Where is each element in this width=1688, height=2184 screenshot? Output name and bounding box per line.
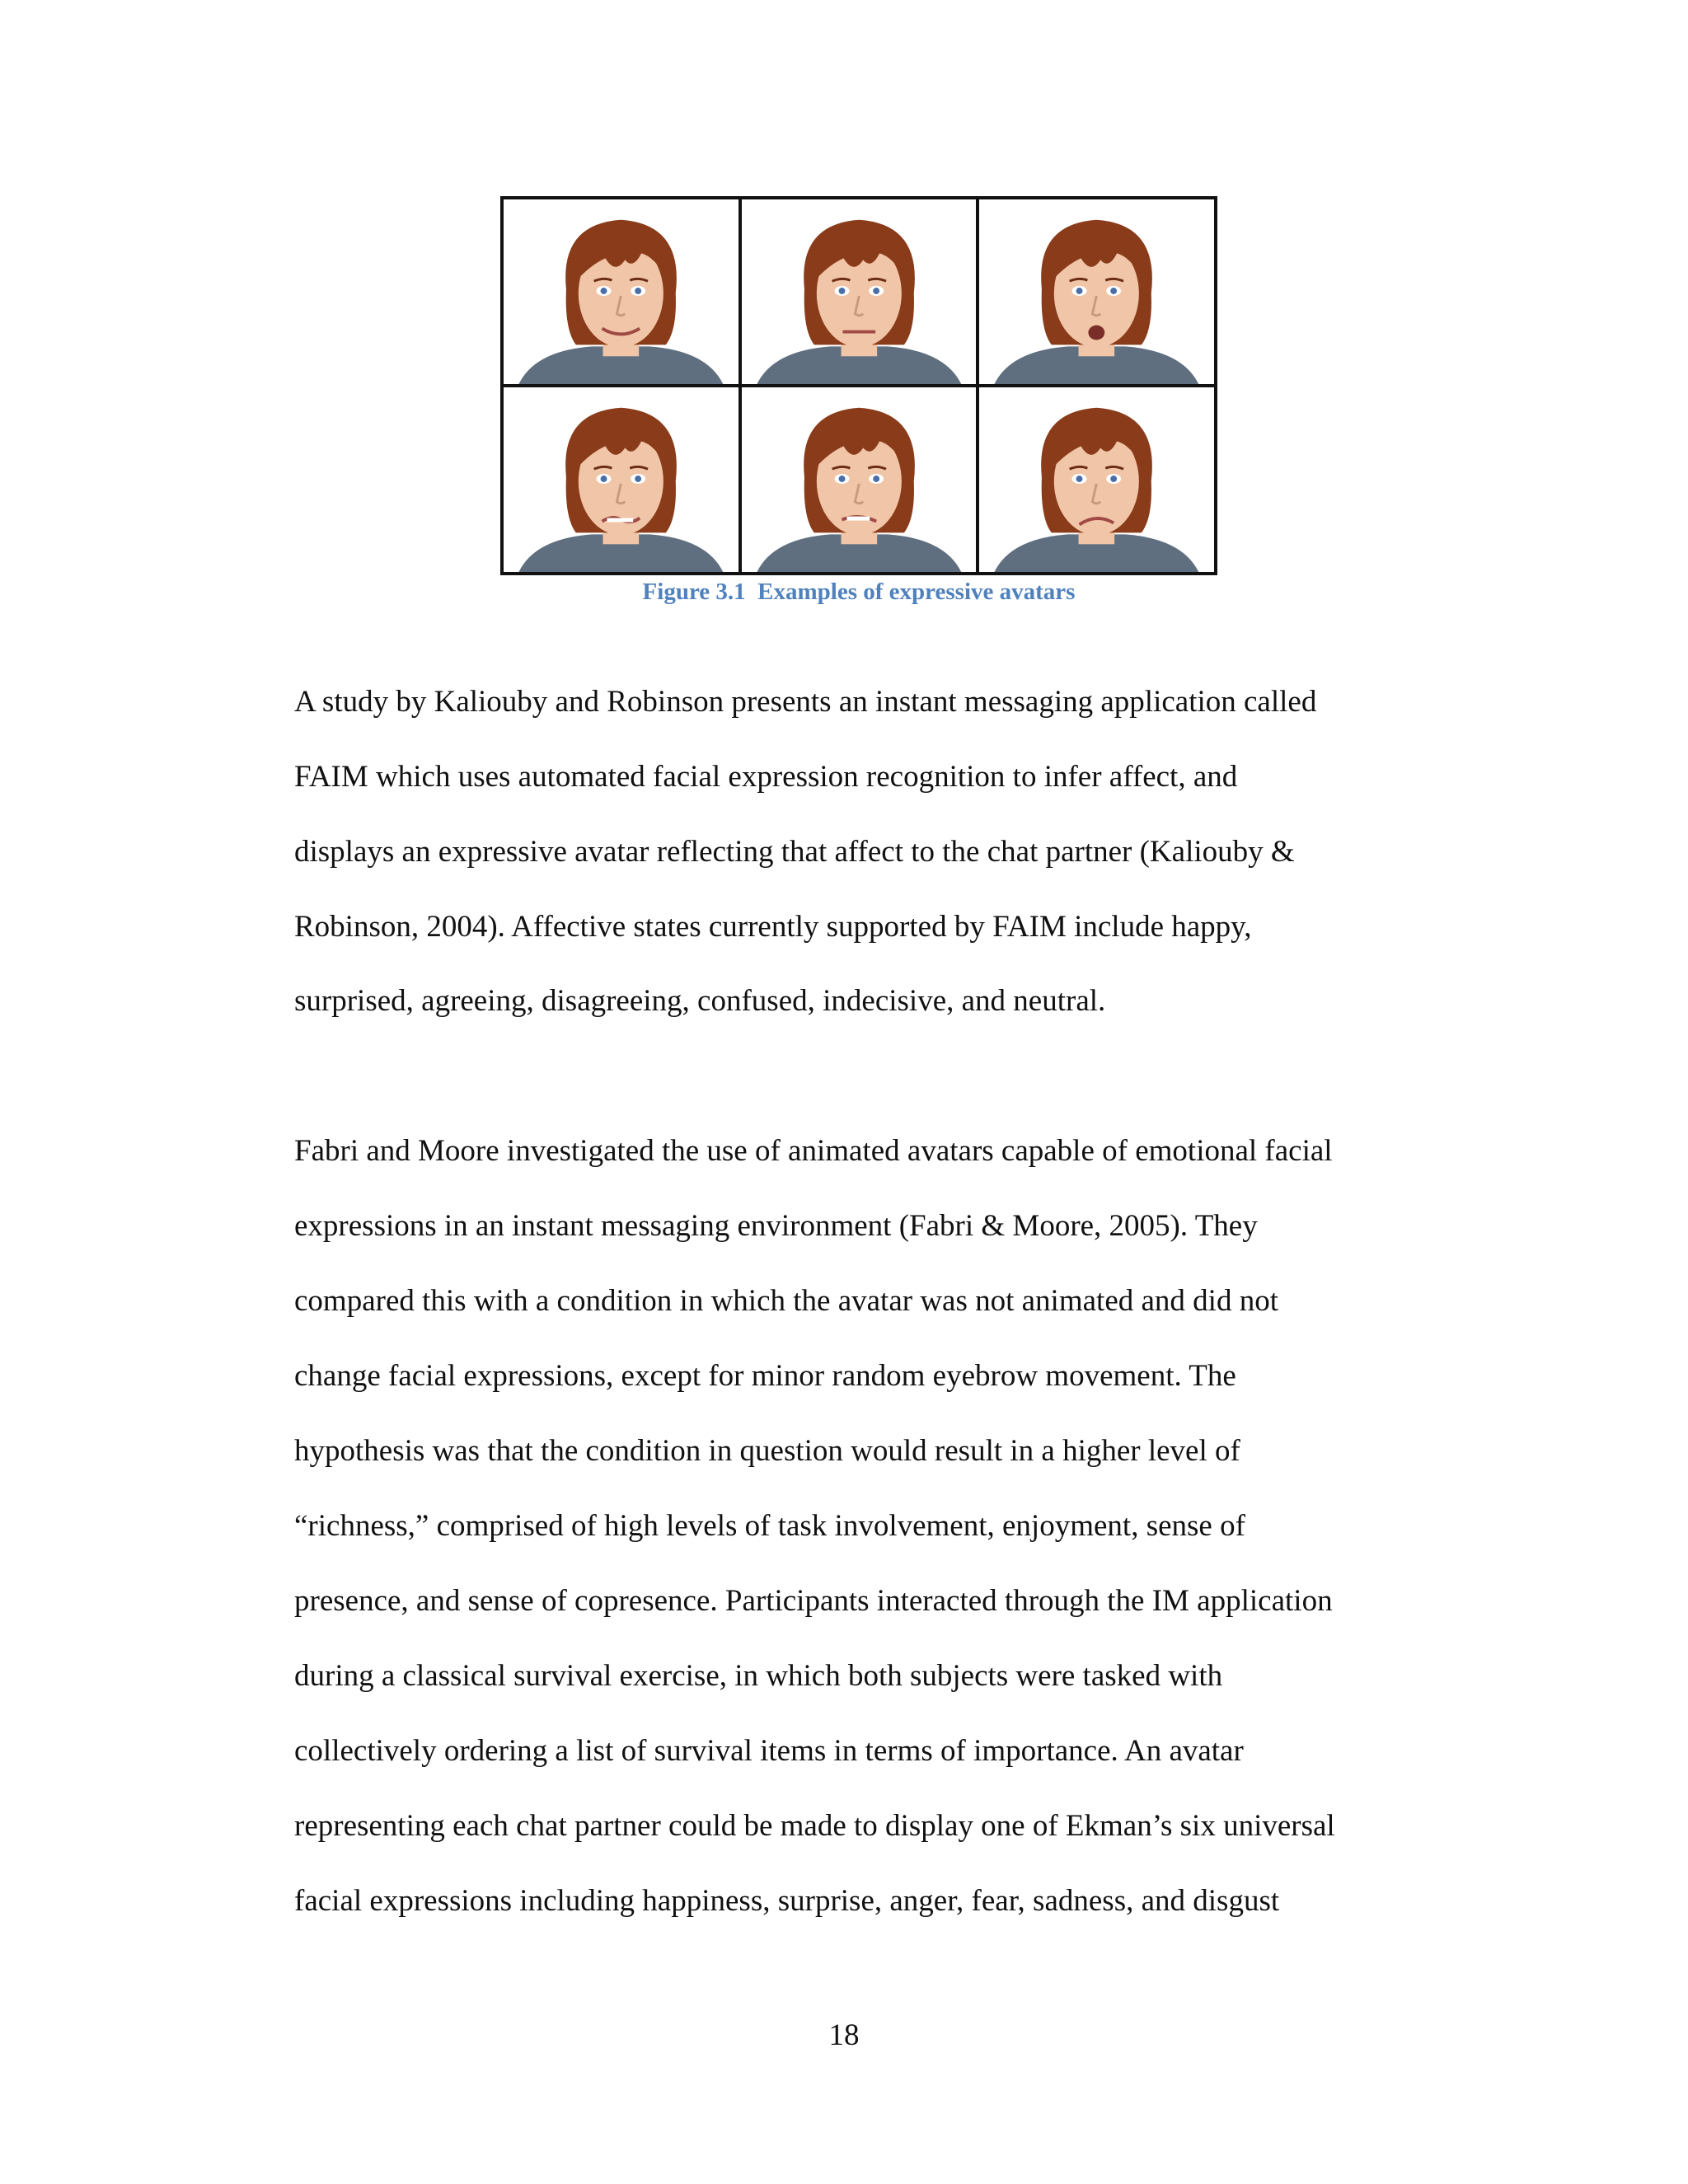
avatar-face-surprised-icon xyxy=(979,199,1214,384)
text-line: collectively ordering a list of survival items in terms of importance. An avatar xyxy=(294,1734,1244,1768)
page-number: 18 xyxy=(828,2018,860,2052)
text-line: during a classical survival exercise, in which both subjects were tasked with xyxy=(294,1659,1223,1693)
figure-caption: Figure 3.1 Examples of expressive avatars xyxy=(642,579,1076,605)
text-line: expressions in an instant messaging environment (Fabri & Moore, 2005). They xyxy=(294,1209,1258,1243)
avatar-face-confused-icon xyxy=(742,387,977,572)
text-line: hypothesis was that the condition in question would result in a higher level of xyxy=(294,1434,1240,1468)
avatar-face-neutral-icon xyxy=(742,199,977,384)
avatar-panel xyxy=(504,387,738,572)
text-line: surprised, agreeing, disagreeing, confused, indecisive, and neutral. xyxy=(294,984,1106,1018)
text-line: presence, and sense of copresence. Participants interacted through the IM application xyxy=(294,1584,1333,1618)
text-line: representing each chat partner could be made to display one of Ekman’s six universal xyxy=(294,1809,1335,1843)
text-line: Fabri and Moore investigated the use of animated avatars capable of emotional facial xyxy=(294,1134,1333,1168)
avatar-panel xyxy=(742,387,977,572)
text-line: displays an expressive avatar reflecting that affect to the chat partner (Kaliouby & xyxy=(294,835,1295,869)
text-line: change facial expressions, except for minor random eyebrow movement. The xyxy=(294,1359,1236,1393)
text-line: facial expressions including happiness, surprise, anger, fear, sadness, and disgust xyxy=(294,1884,1280,1918)
avatar-panel xyxy=(979,387,1214,572)
avatar-face-disgust-icon xyxy=(504,387,738,572)
avatar-panel xyxy=(742,199,977,384)
avatar-figure-grid xyxy=(500,196,1217,575)
avatar-panel xyxy=(979,199,1214,384)
text-line: A study by Kaliouby and Robinson presents an instant messaging application called xyxy=(294,685,1317,719)
text-line: “richness,” comprised of high levels of task involvement, enjoyment, sense of xyxy=(294,1509,1245,1543)
text-line: FAIM which uses automated facial expression recognition to infer affect, and xyxy=(294,760,1238,794)
avatar-panel xyxy=(504,199,738,384)
text-line: compared this with a condition in which the avatar was not animated and did not xyxy=(294,1284,1278,1318)
avatar-face-happy-icon xyxy=(504,199,738,384)
avatar-face-sad-icon xyxy=(979,387,1214,572)
text-line: Robinson, 2004). Affective states currently supported by FAIM include happy, xyxy=(294,910,1252,944)
